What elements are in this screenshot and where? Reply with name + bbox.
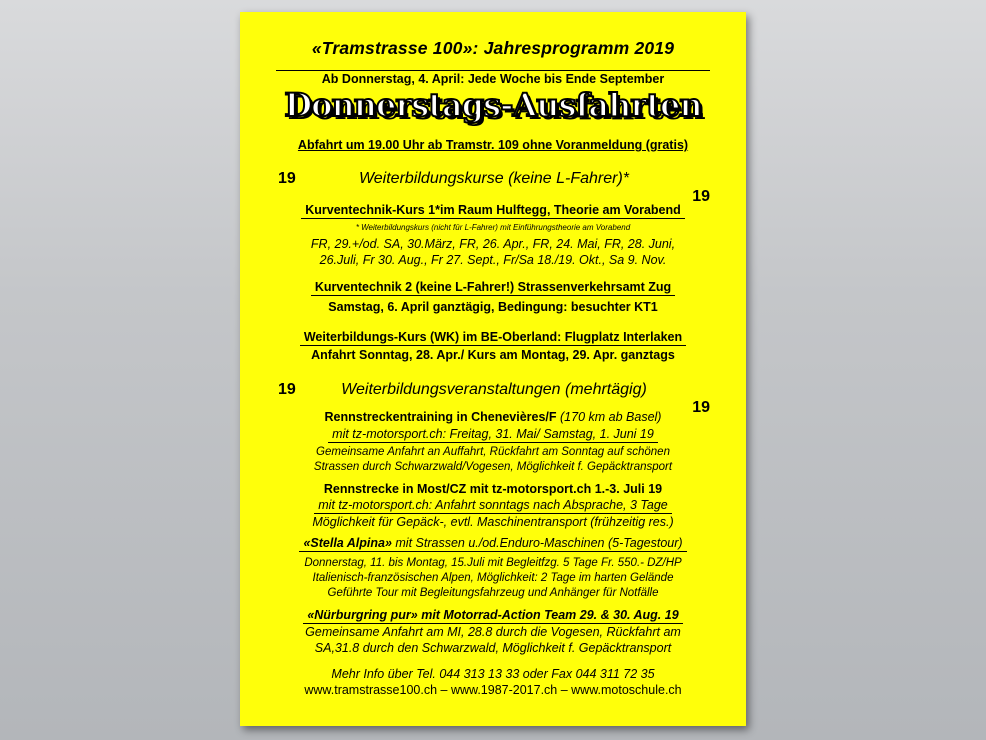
- event1-line4: Strassen durch Schwarzwald/Vogesen, Möglichkeit f. Gepäcktransport: [313, 461, 673, 473]
- section-number-right: 19: [692, 399, 710, 416]
- subtitle: Ab Donnerstag, 4. April: Jede Woche bis Ende September: [321, 72, 665, 86]
- event3-line3: Italienisch-französischen Alpen, Möglichkeit: 2 Tage im harten Gelände: [312, 572, 674, 584]
- event1-line2: mit tz-motorsport.ch: Freitag, 31. Mai/ Samstag, 1. Juni 19: [240, 427, 746, 443]
- course2-detail: Samstag, 6. April ganztägig, Bedingung: besuchter KT1: [328, 300, 658, 314]
- section-number-right: 19: [692, 188, 710, 205]
- section-number-left: 19: [278, 381, 296, 398]
- section-heading-events: [278, 381, 710, 416]
- event1-line3: Gemeinsame Anfahrt an Auffahrt, Rückfahrt am Sonntag auf schönen: [316, 446, 670, 458]
- section-heading-courses: [278, 170, 710, 205]
- event3-line4: Geführte Tour mit Begleitungsfahrzeug und Anhänger für Notfälle: [327, 587, 659, 599]
- event3-line2: Donnerstag, 11. bis Montag, 15.Juli mit Begleitfzg. 5 Tage Fr. 550.- DZ/HP: [304, 557, 682, 569]
- section-number-left: 19: [278, 170, 296, 187]
- departure-info: Abfahrt um 19.00 Uhr ab Tramstr. 109 ohne Voranmeldung (gratis): [297, 138, 689, 152]
- course1-note: * Weiterbildungskurs (nicht für L-Fahrer) mit Einführungstheorie am Vorabend: [355, 223, 631, 232]
- section-title: Weiterbildungskurse (keine L-Fahrer)*: [358, 170, 630, 187]
- course1-dates-line2: 26.Juli, Fr 30. Aug., Fr 27. Sept., Fr/Sa 18./19. Okt., Sa 9. Nov.: [319, 253, 667, 267]
- event3-title: «Stella Alpina» mit Strassen u./od.Enduro-Maschinen (5-Tagestour): [240, 536, 746, 552]
- event4-line3: SA,31.8 durch den Schwarzwald, Möglichkeit f. Gepäcktransport: [314, 641, 672, 655]
- course2-title: Kurventechnik 2 (keine L-Fahrer!) Strassenverkehrsamt Zug: [240, 280, 746, 296]
- banner-heading: Donnerstags-Ausfahrten: [284, 86, 702, 124]
- course1-title: Kurventechnik-Kurs 1*im Raum Hulftegg, Theorie am Vorabend: [240, 203, 746, 219]
- event4-title: «Nürburgring pur» mit Motorrad-Action Team 29. & 30. Aug. 19: [240, 608, 746, 624]
- wk-title: Weiterbildungs-Kurs (WK) im BE-Oberland: Flugplatz Interlaken: [240, 330, 746, 346]
- event2-title: Rennstrecke in Most/CZ mit tz-motorsport.ch 1.-3. Juli 19: [323, 482, 663, 496]
- website-links: www.tramstrasse100.ch – www.1987-2017.ch – www.motoschule.ch: [304, 683, 682, 697]
- course1-dates-line1: FR, 29.+/od. SA, 30.März, FR, 26. Apr., FR, 24. Mai, FR, 28. Juni,: [310, 237, 676, 251]
- page-title: «Tramstrasse 100»: Jahresprogramm 2019: [311, 38, 675, 58]
- event2-line2: mit tz-motorsport.ch: Anfahrt sonntags nach Absprache, 3 Tage: [240, 498, 746, 514]
- title-divider: [276, 70, 710, 71]
- event4-line2: Gemeinsame Anfahrt am MI, 28.8 durch die Vogesen, Rückfahrt am: [305, 625, 681, 639]
- event1-title: Rennstreckentraining in Chenevières/F (170 km ab Basel): [324, 410, 662, 424]
- contact-info: Mehr Info über Tel. 044 313 13 33 oder Fax 044 311 72 35: [331, 667, 655, 681]
- section-title: Weiterbildungsveranstaltungen (mehrtägig): [341, 381, 647, 398]
- flyer-page: [240, 12, 746, 726]
- wk-detail: Anfahrt Sonntag, 28. Apr./ Kurs am Montag, 29. Apr. ganztags: [311, 348, 675, 362]
- event2-line3: Möglichkeit für Gepäck-, evtl. Maschinentransport (frühzeitig res.): [312, 515, 674, 529]
